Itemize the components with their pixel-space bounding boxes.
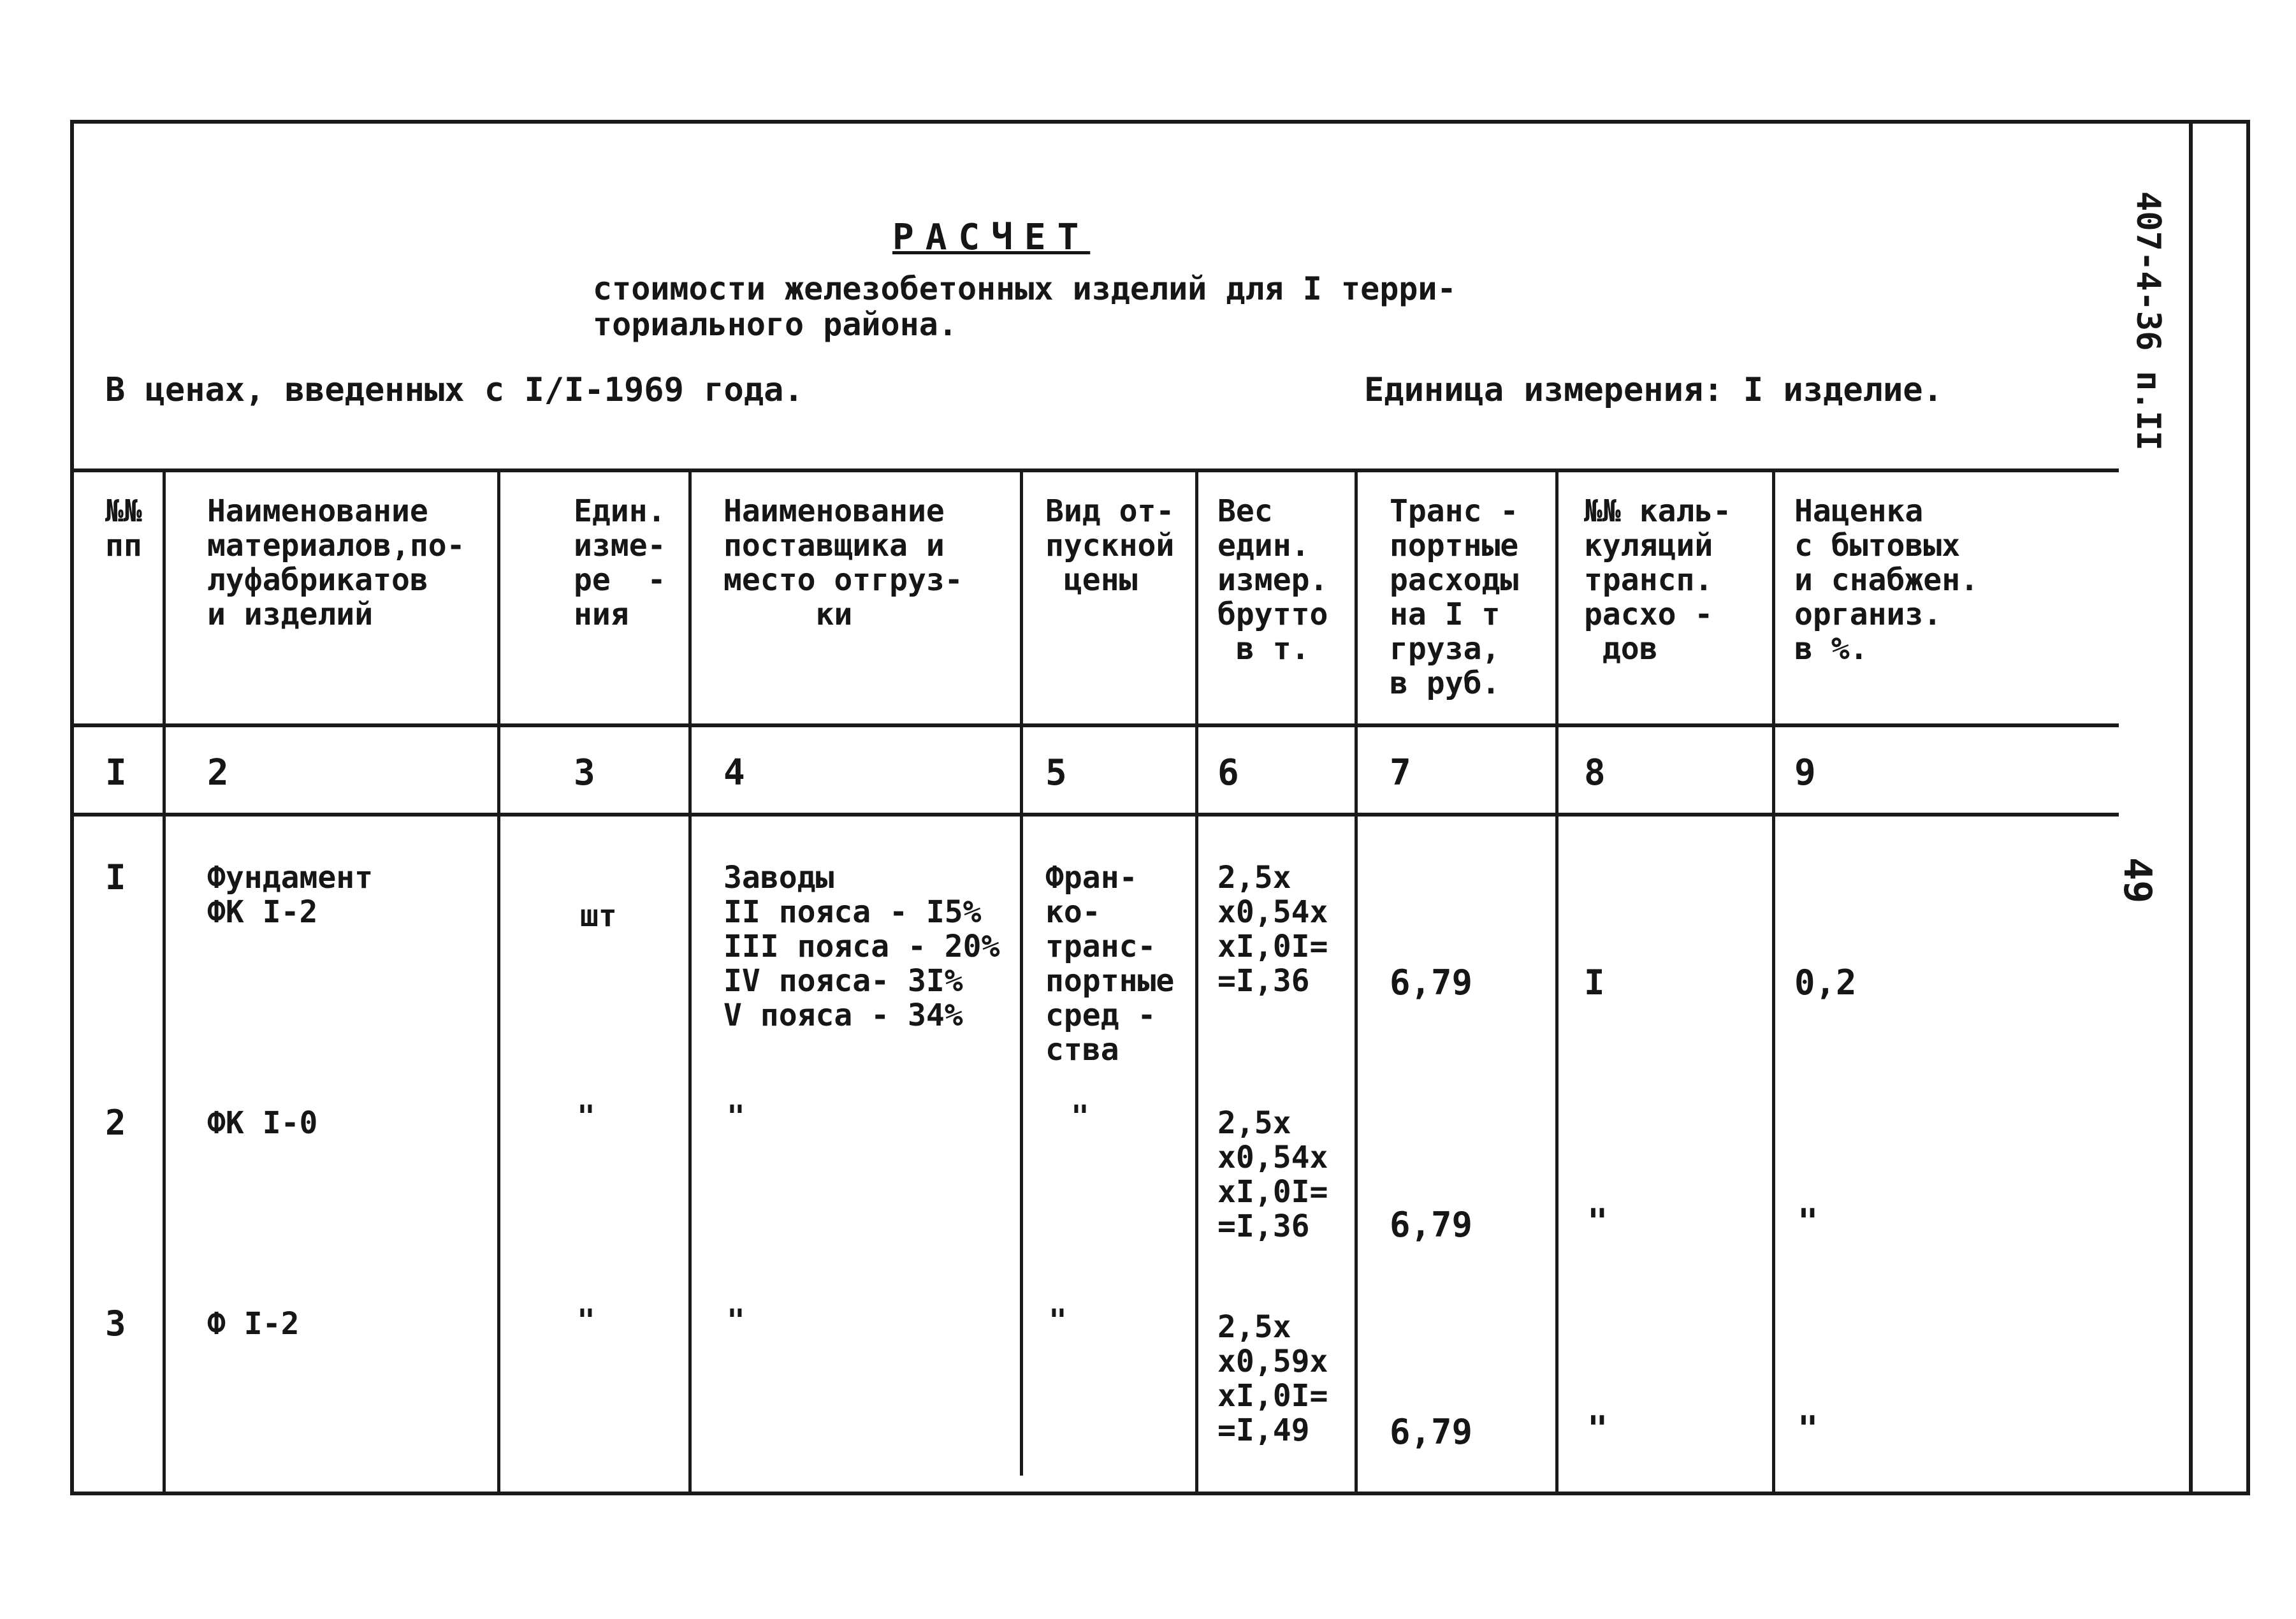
row1-price-type: Фран- ко- транс- портные сред - ства — [1045, 860, 1175, 1068]
prices-note: В ценах, введенных с I/I-1969 года. — [105, 371, 804, 409]
unit-note: Единица измерения: I изделие. — [1364, 371, 1943, 409]
side-code: 407-4-36 п.II — [2129, 191, 2167, 451]
document-subtitle: стоимости железобетонных изделий для I терри- ториального района. — [593, 270, 1457, 343]
col-number-1: I — [105, 752, 127, 794]
row3-name: Ф I-2 — [207, 1306, 300, 1342]
col-divider-2 — [497, 468, 500, 1495]
row3-num: 3 — [105, 1303, 126, 1344]
col-number-5: 5 — [1045, 752, 1067, 794]
header-bottom-line — [70, 723, 2119, 727]
col-number-6: 6 — [1217, 752, 1239, 794]
table-top-line — [70, 468, 2119, 472]
row1-name: Фундамент ФК I-2 — [207, 860, 374, 930]
col-divider-3 — [688, 468, 692, 1495]
col-divider-6 — [1355, 468, 1358, 1495]
header-price-type: Вид от- пускной цены — [1045, 493, 1175, 598]
col-number-8: 8 — [1584, 752, 1606, 794]
row3-transport: 6,79 — [1390, 1412, 1473, 1452]
col-divider-7 — [1555, 468, 1559, 1495]
row1-weight: 2,5х х0,54х хI,0I= =I,36 — [1217, 860, 1328, 999]
col-divider-1 — [163, 468, 166, 1495]
header-unit: Един. изме- ре - ния — [574, 493, 666, 632]
header-transport: Транс - портные расходы на I т груза, в руб. — [1390, 493, 1519, 701]
row2-weight: 2,5х х0,54х хI,0I= =I,36 — [1217, 1105, 1328, 1244]
col-number-9: 9 — [1794, 752, 1816, 794]
row2-name: ФК I-0 — [207, 1105, 318, 1141]
numbers-bottom-line — [70, 813, 2119, 817]
row3-supplier: " — [727, 1303, 745, 1339]
col-divider-8 — [1772, 468, 1775, 1495]
row1-supplier: Заводы II пояса - I5% III пояса - 20% IV пояса- 3I% V пояса - 34% — [723, 860, 1000, 1033]
header-name: Наименование материалов,по- луфабрикатов и изделий — [207, 493, 465, 632]
document-title: РАСЧЕТ — [892, 217, 1091, 258]
row2-unit: " — [577, 1099, 595, 1135]
row3-weight: 2,5х х0,59х хI,0I= =I,49 — [1217, 1309, 1328, 1448]
row1-num: I — [105, 857, 126, 897]
col-number-7: 7 — [1390, 752, 1411, 794]
col-number-2: 2 — [207, 752, 229, 794]
col-number-3: 3 — [574, 752, 595, 794]
row2-transport: 6,79 — [1390, 1205, 1473, 1245]
header-num: №№ пп — [105, 493, 142, 563]
row1-markup: 0,2 — [1794, 962, 1857, 1003]
row2-price-type: " — [1071, 1099, 1089, 1135]
row2-num: 2 — [105, 1103, 126, 1143]
row2-supplier: " — [727, 1099, 745, 1135]
row1-unit: шт — [580, 898, 617, 934]
col-number-4: 4 — [723, 752, 745, 794]
header-weight: Вес един. измер. брутто в т. — [1217, 493, 1328, 667]
page-number: 49 — [2115, 857, 2160, 904]
row3-markup: " — [1798, 1409, 1819, 1449]
row3-price-type: " — [1049, 1303, 1067, 1339]
header-calc: №№ каль- куляций трансп. расхо - дов — [1584, 493, 1732, 667]
header-markup: Наценка с бытовых и снабжен. организ. в %. — [1794, 493, 1979, 667]
col-divider-4 — [1020, 468, 1023, 1476]
row1-transport: 6,79 — [1390, 962, 1473, 1003]
col-divider-5 — [1195, 468, 1198, 1495]
row3-calc: " — [1587, 1409, 1608, 1449]
row2-markup: " — [1798, 1202, 1819, 1242]
row3-unit: " — [577, 1303, 595, 1339]
side-strip — [2189, 124, 2250, 1492]
header-supplier: Наименование поставщика и место отгруз- ки — [723, 493, 963, 632]
row1-calc: I — [1584, 962, 1605, 1003]
row2-calc: " — [1587, 1202, 1608, 1242]
